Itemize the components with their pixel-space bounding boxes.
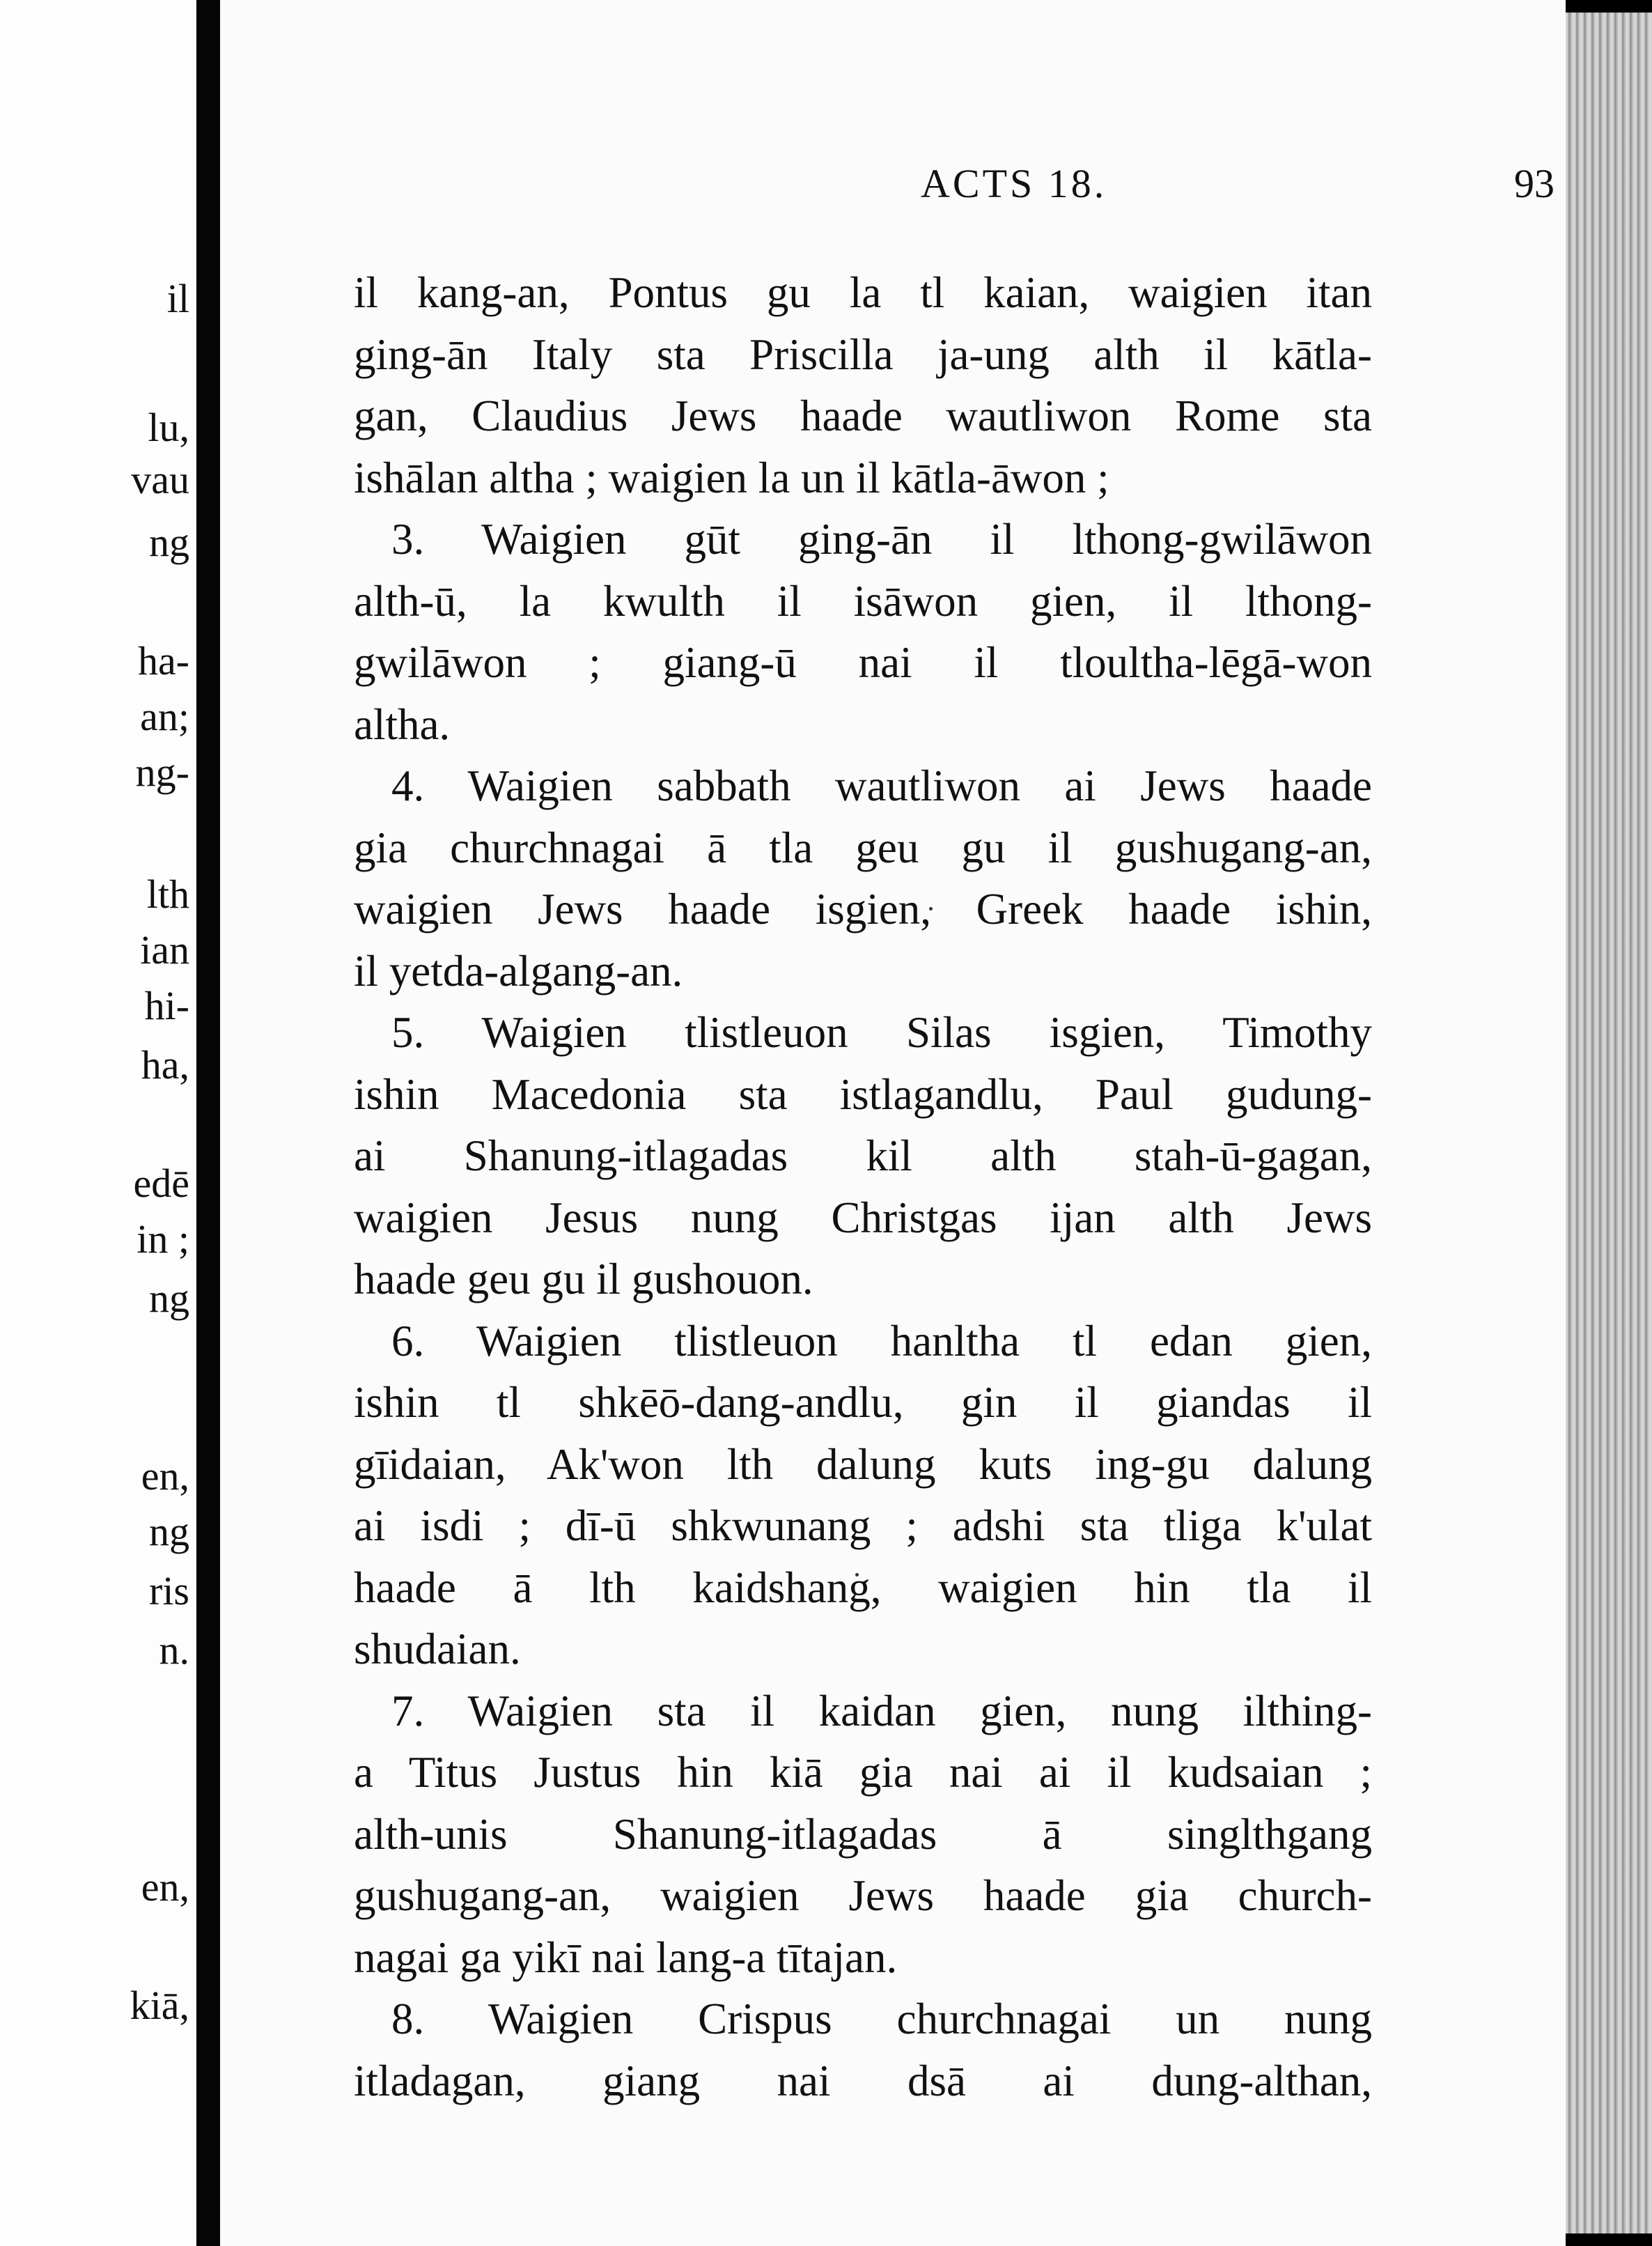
text-line: a Titus Justus hin kiā gia nai ai il kudsaian ; (354, 1748, 1372, 1797)
left-page-fragment: ian (140, 927, 189, 973)
text-line: gia churchnagai ā tla geu gu il gushugang-an, (354, 823, 1372, 872)
left-page-fragment: en, (141, 1453, 189, 1498)
left-page-fragment: ng (149, 520, 189, 565)
text-line: gwilāwon ; giang-ū nai il tloultha-lēgā-won (354, 638, 1372, 687)
text-line: waigien Jews haade isgien, Greek haade ishin, (354, 885, 1372, 934)
left-page-fragment: an; (140, 694, 189, 739)
text-line: waigien Jesus nung Christgas ijan alth Jews (354, 1193, 1372, 1242)
text-line: altha. (354, 699, 451, 749)
text-line: nagai ga yikī nai lang-a tītajan. (354, 1933, 898, 1982)
text-line: 5. Waigien tlistleuon Silas isgien, Timothy (391, 1008, 1372, 1057)
left-page-fragment: hi- (144, 983, 189, 1028)
left-page-fragment: kiā, (130, 1983, 189, 2028)
text-line: gan, Claudius Jews haade wautliwon Rome sta (354, 392, 1372, 440)
text-line: ging-ān Italy sta Priscilla ja-ung alth il kātla- (354, 330, 1372, 379)
left-page-fragment: ha- (137, 638, 189, 683)
left-page-fragment: il (166, 276, 189, 321)
text-line: 8. Waigien Crispus churchnagai un nung (391, 1995, 1372, 2043)
left-page-fragment: ha, (141, 1042, 189, 1087)
text-line: il yetda-algang-an. (354, 946, 683, 996)
book-gutter (196, 0, 220, 2246)
left-page-fragment: lu, (148, 405, 189, 450)
text-line: ai Shanung-itlagadas kil alth stah-ū-gagan, (354, 1131, 1372, 1180)
text-line: haade ā lth kaidshang, waigien hin tla il (354, 1563, 1372, 1612)
page-number: 93 (1514, 161, 1554, 206)
text-line: 7. Waigien sta il kaidan gien, nung ilthing- (391, 1686, 1372, 1735)
running-header (220, 160, 1566, 216)
left-page-fragment: vau (131, 457, 189, 502)
text-line: gushugang-an, waigien Jews haade gia church- (354, 1871, 1372, 1920)
text-line: haade geu gu il gushouon. (354, 1255, 813, 1303)
text-line: 4. Waigien sabbath wautliwon ai Jews haade (391, 761, 1372, 810)
stacked-page-edges (1566, 13, 1652, 2233)
text-line: ishin Macedonia sta istlagandlu, Paul gudung- (354, 1069, 1372, 1119)
text-line: ishin tl shkēō-dang-andlu, gin il giandas il (354, 1378, 1372, 1427)
facing-left-page (0, 0, 196, 2246)
text-line: gīidaian, Ak'won lth dalung kuts ing-gu dalung (354, 1439, 1372, 1489)
text-line: itladagan, giang nai dsā ai dung-althan, (354, 2056, 1372, 2105)
left-page-fragment: ng- (135, 750, 189, 795)
text-line: 6. Waigien tlistleuon hanltha tl edan gien, (391, 1316, 1372, 1365)
text-line: ai isdi ; dī-ū shkwunang ; adshi sta tliga k'ulat (354, 1501, 1372, 1550)
body-text (354, 262, 1372, 2112)
left-page-fragment: n. (159, 1627, 189, 1673)
left-page-fragment: lth (146, 872, 189, 917)
text-line: 3. Waigien gūt ging-ān il lthong-gwilāwon (391, 515, 1372, 564)
left-page-fragment: ris (149, 1568, 189, 1613)
text-line: il kang-an, Pontus gu la tl kaian, waigien itan (354, 268, 1372, 317)
left-page-fragment: in ; (137, 1216, 189, 1262)
left-page-fragment: en, (141, 1864, 189, 1910)
text-line: ishālan altha ; waigien la un il kātla-āwon ; (354, 453, 1109, 502)
left-page-fragment: ng (149, 1276, 189, 1321)
running-title: ACTS 18. (921, 161, 1107, 206)
text-line: alth-unis Shanung-itlagadas ā singlthgang (354, 1809, 1372, 1859)
left-page-fragment: edē (133, 1161, 189, 1206)
left-page-fragment: ng (149, 1509, 189, 1554)
text-line: alth-ū, la kwulth il isāwon gien, il lthong- (354, 576, 1372, 626)
text-line: shudaian. (354, 1625, 521, 1673)
